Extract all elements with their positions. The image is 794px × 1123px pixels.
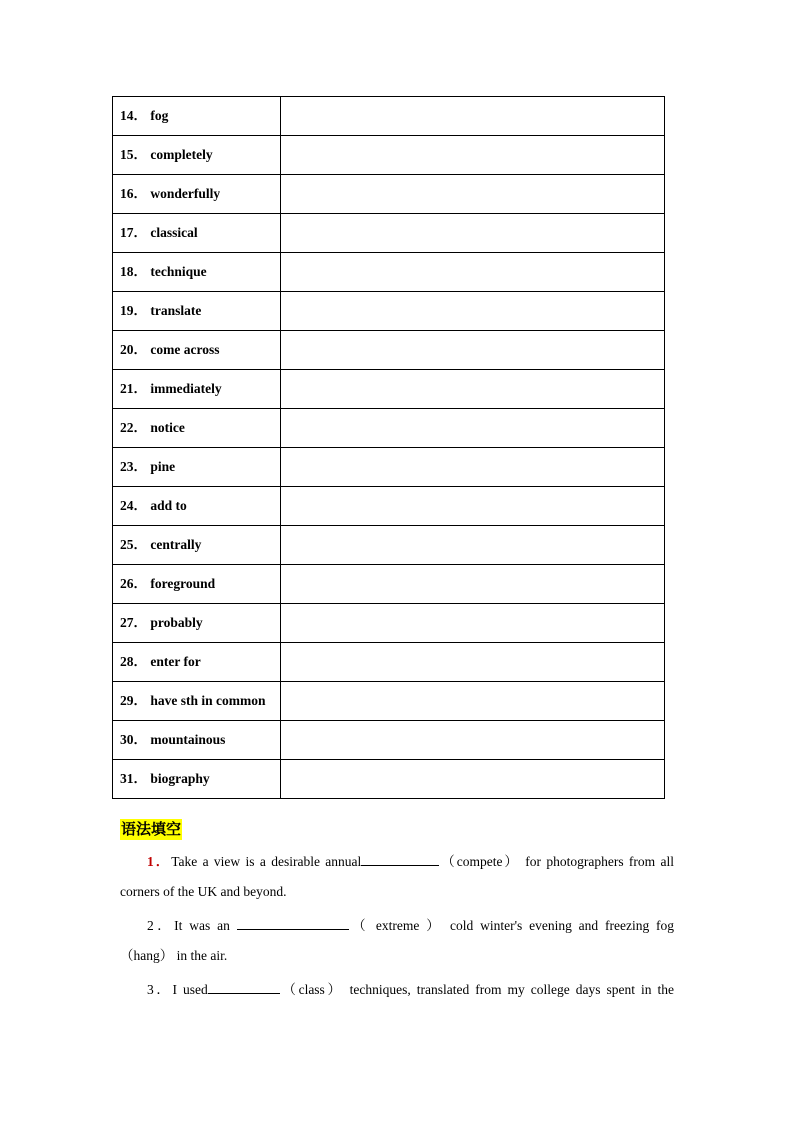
question-2-number: 2． — [147, 918, 175, 933]
vocab-word: 28． enter for — [120, 654, 201, 669]
vocab-word-cell — [113, 604, 281, 643]
vocab-word: 26． foreground — [120, 576, 216, 591]
vocab-word: 23． pine — [120, 459, 176, 474]
vocab-word: 24． add to — [120, 498, 187, 513]
vocab-word-cell — [113, 565, 281, 604]
vocab-word-cell — [113, 760, 281, 799]
vocab-word-cell — [113, 643, 281, 682]
vocab-word: 21． immediately — [120, 381, 222, 396]
question-1-hint: （compete） — [439, 854, 520, 869]
section-heading-grammar-fill: 语法填空 — [121, 820, 182, 838]
question-2-line-2-hint: （hang） — [120, 948, 174, 963]
vocab-word: 17． classical — [120, 225, 198, 240]
vocab-word: 22． notice — [120, 420, 185, 435]
vocab-row — [113, 175, 665, 214]
vocab-word-cell — [113, 97, 281, 136]
vocab-word: 30． mountainous — [120, 732, 226, 747]
question-1-blank[interactable] — [361, 851, 439, 866]
question-2-text-a: It was an — [174, 918, 230, 933]
question-2-hint: （ extreme ） — [348, 918, 444, 933]
vocab-answer-cell[interactable] — [281, 253, 665, 292]
vocab-answer-cell[interactable] — [281, 136, 665, 175]
vocab-row — [113, 604, 665, 643]
vocab-answer-cell[interactable] — [281, 214, 665, 253]
vocab-row — [113, 292, 665, 331]
vocab-word: 18． technique — [120, 264, 207, 279]
vocab-word-cell — [113, 721, 281, 760]
vocab-answer-cell[interactable] — [281, 370, 665, 409]
question-1-line-1 — [120, 851, 674, 872]
vocabulary-table — [112, 96, 665, 799]
question-1-line-2: corners of the UK and beyond. — [120, 884, 287, 899]
vocab-word: 15． completely — [120, 147, 213, 162]
question-1-text-a: Take a view is a desirable annual — [171, 854, 362, 869]
vocab-word-cell — [113, 448, 281, 487]
vocab-answer-cell[interactable] — [281, 448, 665, 487]
vocab-word: 27． probably — [120, 615, 203, 630]
vocab-answer-cell[interactable] — [281, 565, 665, 604]
vocab-word: 29． have sth in common — [120, 693, 266, 708]
question-2-text-b: cold winter's evening and freezing fog — [450, 918, 675, 933]
vocab-row — [113, 565, 665, 604]
vocab-row — [113, 643, 665, 682]
question-3-hint: （class） — [279, 982, 344, 997]
question-3-blank[interactable] — [208, 979, 280, 994]
vocab-row — [113, 721, 665, 760]
vocab-word-cell — [113, 526, 281, 565]
question-3-number: 3． — [147, 982, 173, 997]
vocab-row — [113, 331, 665, 370]
vocab-answer-cell[interactable] — [281, 760, 665, 799]
vocab-word-cell — [113, 175, 281, 214]
vocab-answer-cell[interactable] — [281, 331, 665, 370]
vocab-word: 19． translate — [120, 303, 202, 318]
vocab-answer-cell[interactable] — [281, 175, 665, 214]
question-3-text-a: I used — [172, 982, 208, 997]
vocab-answer-cell[interactable] — [281, 97, 665, 136]
vocab-answer-cell[interactable] — [281, 721, 665, 760]
vocab-row — [113, 760, 665, 799]
question-3-text-b: techniques, translated from my college days spent in the — [349, 982, 674, 997]
vocab-row — [113, 526, 665, 565]
vocab-answer-cell[interactable] — [281, 292, 665, 331]
vocab-word: 16． wonderfully — [120, 186, 221, 201]
vocab-word-cell — [113, 487, 281, 526]
question-2-line-1 — [120, 915, 674, 936]
vocab-row — [113, 448, 665, 487]
vocab-word: 25． centrally — [120, 537, 202, 552]
vocab-word: 31． biography — [120, 771, 210, 786]
question-1-number: 1． — [147, 854, 172, 869]
vocab-answer-cell[interactable] — [281, 682, 665, 721]
question-2-line-2 — [120, 946, 674, 966]
vocab-row — [113, 214, 665, 253]
vocab-row — [113, 682, 665, 721]
question-2-line-2-text: in the air. — [176, 948, 228, 963]
vocab-answer-cell[interactable] — [281, 604, 665, 643]
vocab-word-cell — [113, 682, 281, 721]
vocab-answer-cell[interactable] — [281, 409, 665, 448]
vocab-word-cell — [113, 370, 281, 409]
vocab-word-cell — [113, 136, 281, 175]
vocab-row — [113, 253, 665, 292]
vocab-word-cell — [113, 253, 281, 292]
vocab-word: 14． fog — [120, 108, 169, 123]
vocab-word-cell — [113, 331, 281, 370]
vocab-word-cell — [113, 292, 281, 331]
vocab-answer-cell[interactable] — [281, 643, 665, 682]
vocabulary-table-body — [113, 97, 665, 799]
vocab-row — [113, 97, 665, 136]
vocab-word-cell — [113, 214, 281, 253]
question-2-blank[interactable] — [237, 915, 349, 930]
vocab-answer-cell[interactable] — [281, 526, 665, 565]
vocab-row — [113, 370, 665, 409]
question-3-line-1 — [120, 979, 674, 1000]
question-1-text-b: for photographers from all — [525, 854, 675, 869]
vocab-word-cell — [113, 409, 281, 448]
vocab-row — [113, 136, 665, 175]
vocab-row — [113, 487, 665, 526]
vocab-row — [113, 409, 665, 448]
vocab-answer-cell[interactable] — [281, 487, 665, 526]
vocab-word: 20． come across — [120, 342, 220, 357]
